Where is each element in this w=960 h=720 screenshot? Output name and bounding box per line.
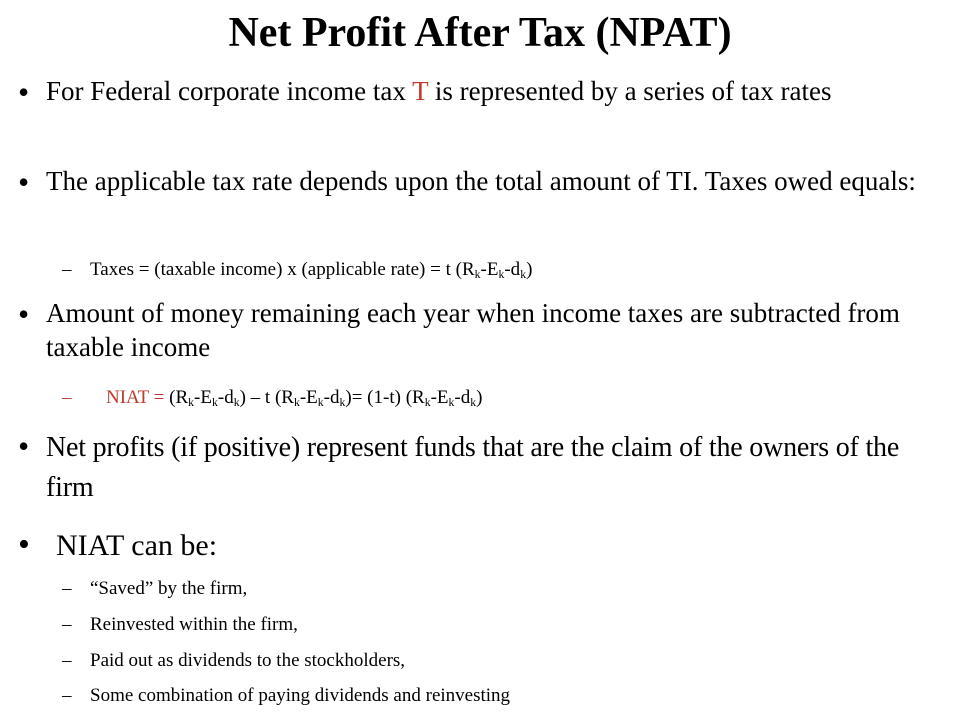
bullet-icon: • [18, 74, 30, 110]
text-segment: -d [454, 387, 471, 408]
dash-icon: – [62, 578, 72, 599]
text-segment: For Federal corporate income tax [46, 76, 413, 106]
subscript: k [470, 395, 477, 409]
highlight-t: T [412, 76, 429, 106]
subscript: k [339, 395, 346, 409]
niat-label: NIAT = [106, 387, 170, 408]
text-segment: is represented by a series of tax rates [428, 76, 832, 106]
subscript: k [188, 395, 195, 409]
formula-text [90, 258, 930, 282]
sub-text: “Saved” by the firm, [90, 578, 248, 599]
bullet-icon: • [18, 296, 30, 332]
text-segment: -d [323, 387, 340, 408]
bullet-text: The applicable tax rate depends upon the total amount of TI. Taxes owed equals: [46, 166, 916, 196]
text-segment: -d [504, 259, 521, 280]
dash-icon: – [62, 259, 72, 280]
bullet-text: NIAT can be: [56, 529, 218, 562]
bullet-text: Net profits (if positive) represent funds that are the claim of the owners of the firm [46, 432, 900, 503]
subscript: k [474, 267, 481, 281]
text-segment: Taxes = (taxable income) x (applicable rate) = t (R [90, 259, 475, 280]
text-segment: -E [194, 387, 212, 408]
text-segment: ) – t (R [239, 387, 294, 408]
subscript: k [317, 395, 324, 409]
text-segment: (R [169, 387, 189, 408]
text-segment: -E [430, 387, 449, 408]
bullet-text [46, 74, 926, 108]
sub-text: Some combination of paying dividends and reinvesting [90, 685, 511, 706]
subscript: k [520, 267, 527, 281]
dash-icon: – [62, 387, 72, 408]
sub-text: Reinvested within the firm, [90, 614, 298, 635]
subscript: k [211, 395, 218, 409]
sub-text: Paid out as dividends to the stockholders, [90, 650, 406, 671]
text-segment: -E [299, 387, 318, 408]
dash-icon: – [62, 685, 72, 706]
bullet-icon: • [18, 164, 30, 200]
formula-text [106, 386, 946, 410]
page-title: Net Profit After Tax (NPAT) [228, 10, 732, 56]
bullet-icon: • [18, 526, 30, 563]
subscript: k [293, 395, 300, 409]
dash-icon: – [62, 650, 72, 671]
subscript: k [424, 395, 431, 409]
bullet-text: Amount of money remaining each year when income taxes are subtracted from taxable income [46, 298, 900, 362]
text-segment: )= (1-t) (R [345, 387, 425, 408]
text-segment: ) [476, 387, 483, 408]
dash-icon: – [62, 614, 72, 635]
subscript: k [498, 267, 505, 281]
text-segment: -E [480, 259, 499, 280]
subscript: k [233, 395, 240, 409]
subscript: k [448, 395, 455, 409]
bullet-icon: • [18, 428, 30, 464]
text-segment: -d [217, 387, 234, 408]
text-segment: ) [526, 259, 533, 280]
